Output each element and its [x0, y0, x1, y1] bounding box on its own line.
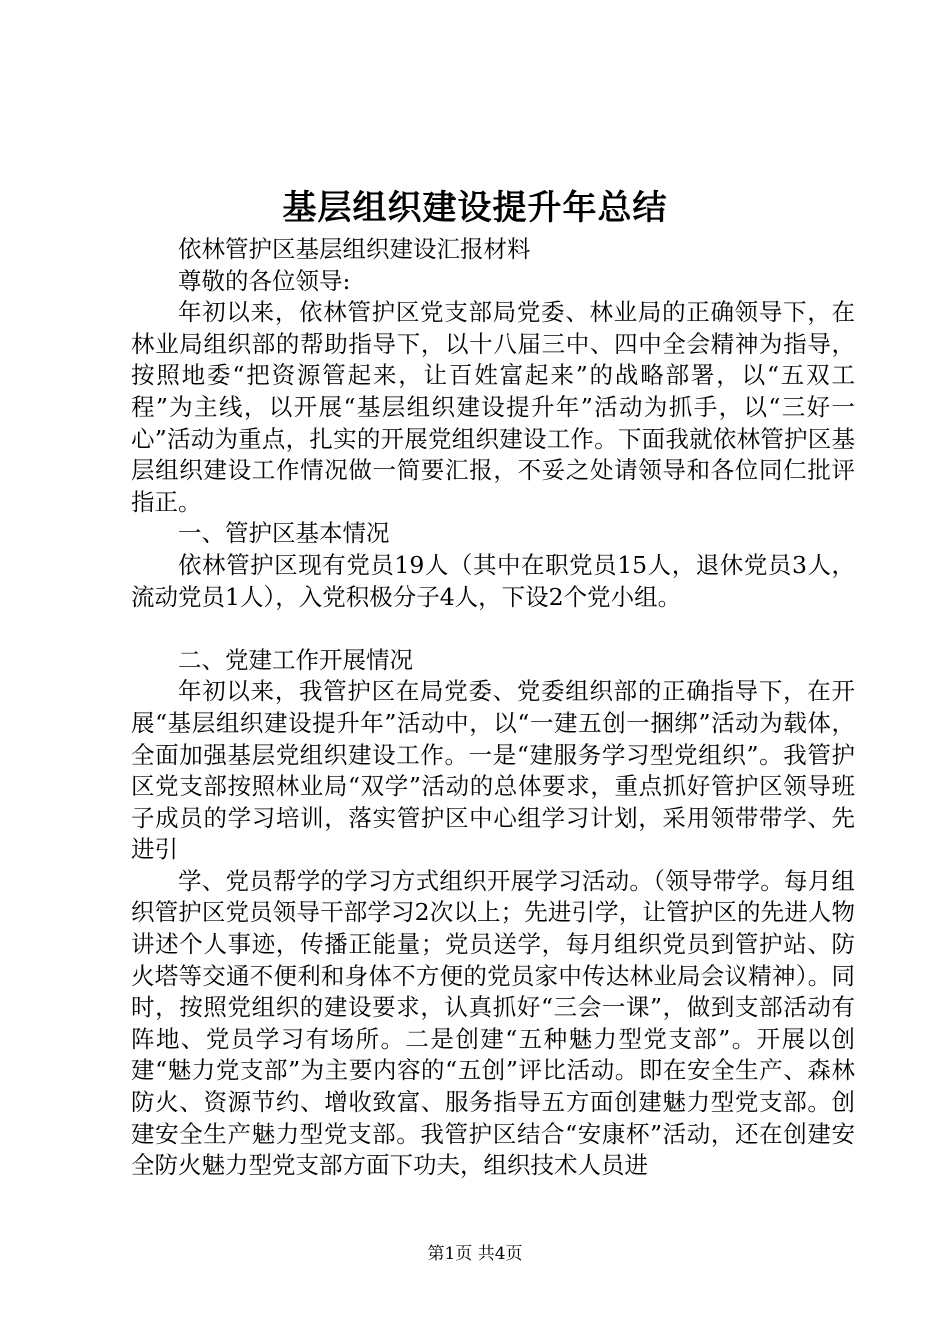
section-heading-2: 二、党建工作开展情况	[178, 645, 413, 674]
page-footer: 第1页 共4页	[427, 1244, 523, 1264]
paragraph-intro: 年初以来，依林管护区党支部局党委、林业局的正确领导下，在林业局组织部的帮助指导下，以十八届三中、四中全会精神为指导，按照地委“把资源管起来，让百姓富起来”的战略部署，以“五双工程”为主线，以开展“基层组织建设提升年”活动为抓手，以“三好一心”活动为重点，扎实的开展党组织建设工作。下面我就依林管护区基层组织建设工作情况做一简要汇报，不妥之处请领导和各位同仁批评指正。	[131, 298, 855, 516]
document-title: 基层组织建设提升年总结	[282, 188, 668, 228]
paragraph-subtitle: 依林管护区基层组织建设汇报材料	[178, 235, 531, 263]
section-heading-1: 一、管护区基本情况	[178, 519, 390, 548]
document-body	[131, 234, 855, 1182]
paragraph-work-2: 学、党员帮学的学习方式组织开展学习活动。（领导带学。每月组织管护区党员领导干部学习2次以上；先进引学，让管护区的先进人物讲述个人事迹，传播正能量；党员送学，每月组织党员到管护站、防火塔等交通不便利和身体不方便的党员家中传达林业局会议精神）。同时，按照党组织的建设要求，认真抓好“三会一课”，做到支部活动有阵地、党员学习有场所。二是创建“五种魅力型党支部”。开展以创建“魅力党支部”为主要内容的“五创”评比活动。即在安全生产、森林防火、资源节约、增收致富、服务指导五方面创建魅力型党支部。创建安全生产魅力型党支部。我管护区结合“安康杯”活动，还在创建安全防火魅力型党支部方面下功夫，组织技术人员进	[131, 866, 855, 1180]
paragraph-work-1: 年初以来，我管护区在局党委、党委组织部的正确指导下，在开展“基层组织建设提升年”活动中，以“一建五创一捆绑”活动为载体，全面加强基层党组织建设工作。一是“建服务学习型党组织”。我管护区党支部按照林业局“双学”活动的总体要求，重点抓好管护区领导班子成员的学习培训，落实管护区中心组学习计划，采用领带带学、先进引	[131, 677, 855, 864]
paragraph-salutation: 尊敬的各位领导:	[178, 266, 351, 295]
paragraph-basic-info: 依林管护区现有党员19人（其中在职党员15人，退休党员3人，流动党员1人），入党积极分子4人，下设2个党小组。	[131, 550, 855, 611]
